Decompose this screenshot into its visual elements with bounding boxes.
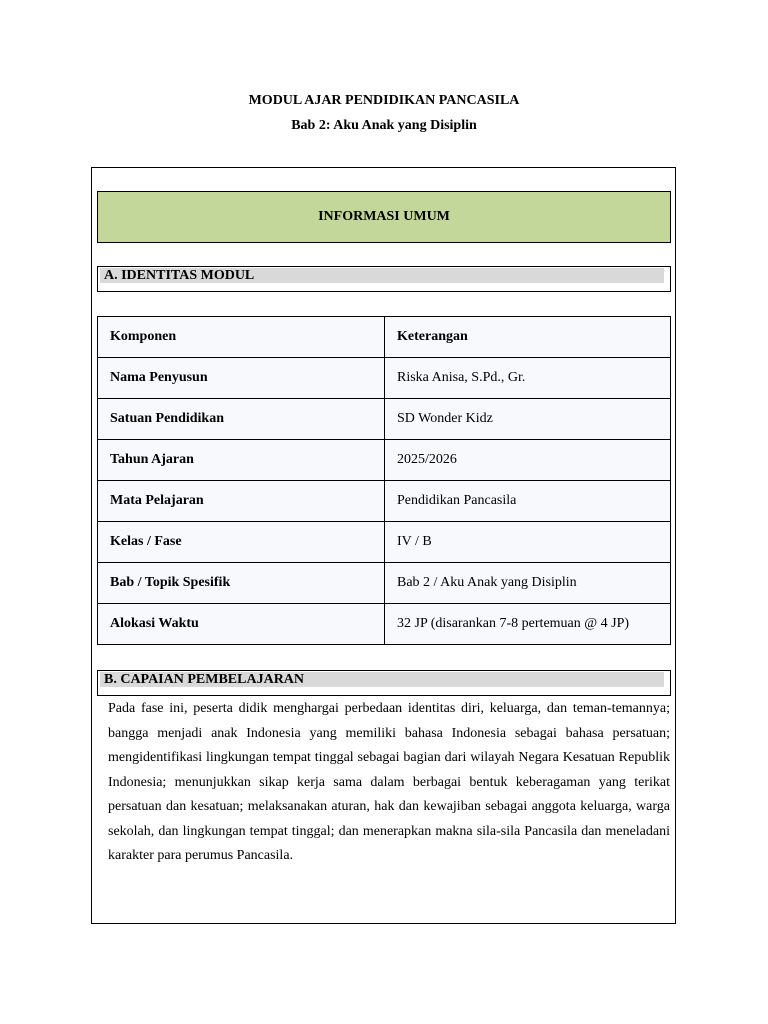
table-cell-value: Pendidikan Pancasila [385,481,671,522]
table-row [98,604,671,645]
table-row [98,440,671,481]
table-cell-value: IV / B [385,522,671,563]
info-banner-label: INFORMASI UMUM [318,209,450,224]
table-cell-value: Bab 2 / Aku Anak yang Disiplin [385,563,671,604]
table-cell-component: Alokasi Waktu [98,604,385,645]
table-cell-component: Satuan Pendidikan [98,399,385,440]
section-b-label: B. CAPAIAN PEMBELAJARAN [104,672,305,687]
table-cell-component: Kelas / Fase [98,522,385,563]
table-header-row [98,317,671,358]
identity-table [97,316,671,645]
table-row [98,358,671,399]
table-row [98,481,671,522]
table-row [98,522,671,563]
table-row [98,399,671,440]
table-cell-component: Nama Penyusun [98,358,385,399]
table-header-cell: Komponen [98,317,385,358]
table-cell-value: SD Wonder Kidz [385,399,671,440]
info-banner [97,191,671,243]
table-cell-component: Mata Pelajaran [98,481,385,522]
document-subtitle: Bab 2: Aku Anak yang Disiplin [291,118,477,133]
table-header-cell: Keterangan [385,317,671,358]
table-cell-value: Riska Anisa, S.Pd., Gr. [385,358,671,399]
section-b-heading [97,670,671,696]
document-title: MODUL AJAR PENDIDIKAN PANCASILA [248,93,520,108]
table-cell-component: Tahun Ajaran [98,440,385,481]
table-cell-value: 32 JP (disarankan 7-8 pertemuan @ 4 JP) [385,604,671,645]
section-a-heading [97,266,671,292]
table-cell-component: Bab / Topik Spesifik [98,563,385,604]
section-a-label: A. IDENTITAS MODUL [104,268,255,283]
table-row [98,563,671,604]
table-cell-value: 2025/2026 [385,440,671,481]
learning-outcomes-paragraph: Pada fase ini, peserta didik menghargai perbedaan identitas diri, keluarga, dan teman-temannya; bangga menjadi anak Indonesia yang memiliki bahasa Indonesia sebagai bahasa persatuan; mengidentifikasi lingkungan tempat tinggal sebagai bagian dari wilayah Negara Kesatuan Republik Indonesia; menunjukkan sikap kerja sama dalam berbagai bentuk keberagaman yang terikat persatuan dan kesatuan; melaksanakan aturan, hak dan kewajiban sebagai anggota keluarga, warga sekolah, dan lingkungan tempat tinggal; dan menerapkan makna sila-sila Pancasila dan meneladani karakter para perumus Pancasila. [108,701,670,863]
